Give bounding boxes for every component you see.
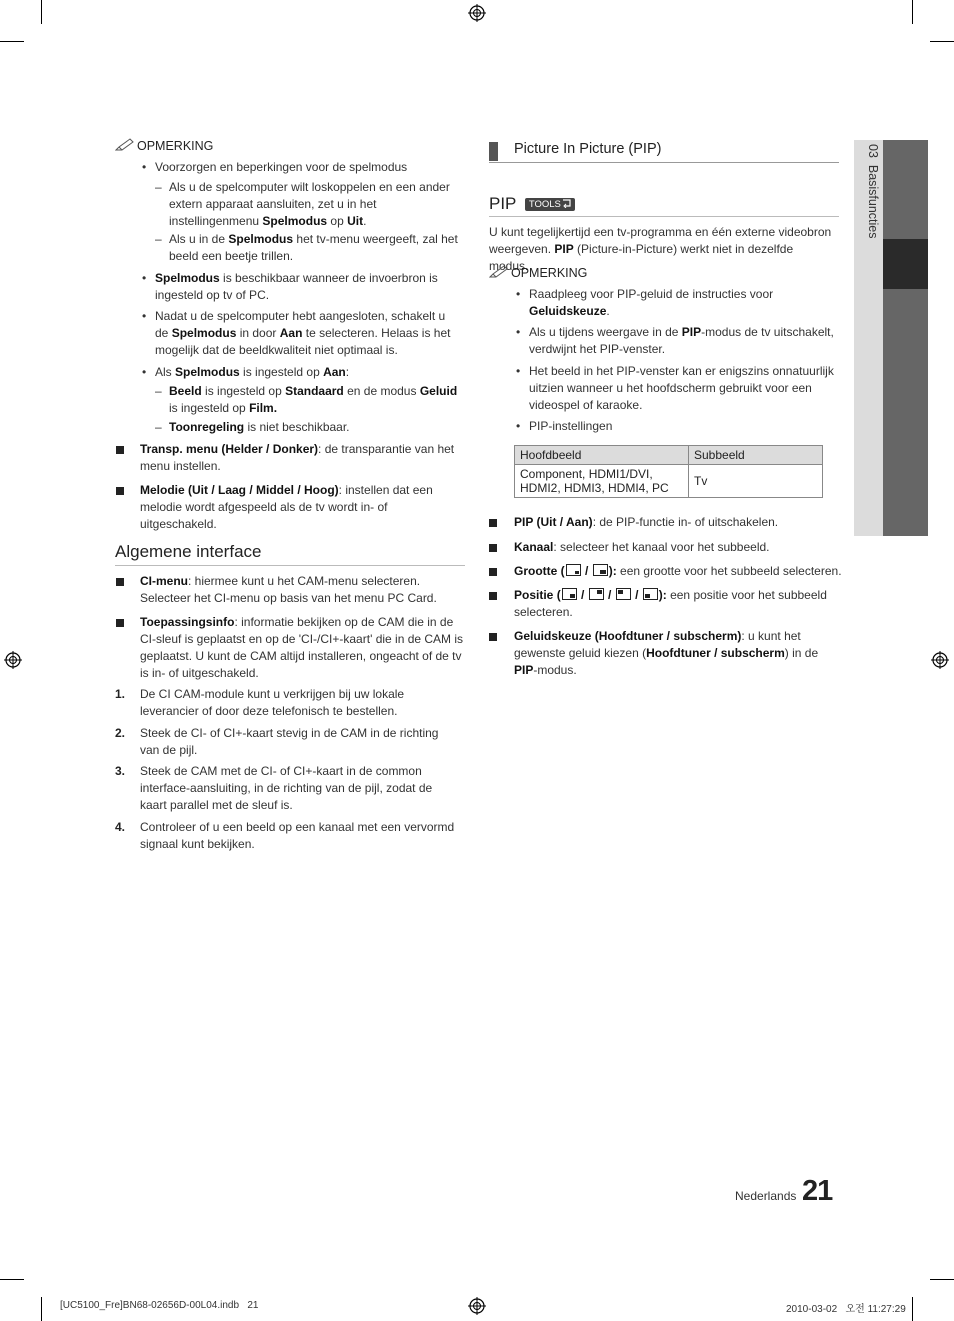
square-bullet: [489, 592, 497, 600]
menu-item-description: Transp. menu (Helder / Donker): de transparantie van het menu instellen.: [140, 442, 455, 473]
menu-item-description: CI-menu: hiermee kunt u het CAM-menu selecteren. Selecteer het CI-menu op basis van het menu PC Card.: [140, 574, 437, 605]
bullet: •: [516, 419, 521, 433]
dash-item: Toonregeling is niet beschikbaar.: [169, 420, 350, 434]
bullet: •: [142, 365, 147, 379]
size-small-icon: [566, 564, 581, 576]
bullet: •: [142, 271, 147, 285]
step-number: 1.: [115, 687, 126, 701]
note-pencil-icon: [489, 265, 511, 279]
position-top-right-icon: [589, 588, 604, 600]
sidebar-chapter-label: [860, 144, 880, 274]
step-number: 4.: [115, 820, 126, 834]
note-header: [115, 137, 213, 155]
dash: –: [155, 180, 162, 194]
note-bullet-text: Raadpleeg voor PIP-geluid de instructies voor Geluidskeuze.: [529, 287, 774, 318]
crop-mark: [41, 0, 42, 24]
bullet: •: [516, 364, 521, 378]
crop-mark: [930, 1279, 954, 1280]
step-text: Steek de CI- of CI+-kaart stevig in de CAM in de richting van de pijl.: [140, 726, 439, 757]
section-title-pip: Picture In Picture (PIP): [514, 141, 662, 157]
note-bullet-text: PIP-instellingen: [529, 419, 613, 433]
table-cell: Component, HDMI1/DVI, HDMI2, HDMI3, HDMI4, PC: [515, 465, 689, 498]
crop-mark: [912, 0, 913, 24]
sidebar-dark-block: [883, 140, 928, 239]
crop-mark: [912, 1297, 913, 1321]
section-divider: [115, 565, 465, 566]
menu-item-description: Grootte ( / ): een grootte voor het subbeeld selecteren.: [514, 564, 842, 578]
table-cell: Tv: [689, 465, 823, 498]
square-bullet: [116, 619, 124, 627]
pip-intro: U kunt tegelijkertijd een tv-programma en één externe videobron weergeven. PIP (Picture-in-Picture) werkt niet in dezelfde modus.: [489, 225, 832, 273]
menu-item-description: Melodie (Uit / Laag / Middel / Hoog): instellen dat een melodie wordt afgespeeld als de tv wordt in- of uitgeschakeld.: [140, 483, 433, 531]
menu-item-description: Positie ( / / / ): een positie voor het subbeeld selecteren.: [514, 588, 827, 619]
note-bullet-text: Als u tijdens weergave in de PIP-modus de tv uitschakelt, verdwijnt het PIP-venster.: [529, 325, 834, 356]
registration-mark-icon: [468, 4, 486, 22]
sidebar-chapter-number: 03: [866, 144, 880, 158]
crop-mark: [0, 1279, 24, 1280]
position-bottom-right-icon: [562, 588, 577, 600]
menu-item-description: Kanaal: selecteer het kanaal voor het subbeeld.: [514, 540, 770, 554]
table-header-cell: Subbeeld: [689, 446, 823, 465]
sidebar-chapter-title: Basisfuncties: [866, 164, 880, 239]
registration-mark-icon: [931, 651, 949, 669]
pip-title: PIP: [489, 194, 517, 213]
dash-item: Als u in de Spelmodus het tv-menu weergeeft, zal het beeld een beetje trillen.: [169, 232, 458, 263]
note-bullet-text: Nadat u de spelcomputer hebt aangesloten, schakelt u de Spelmodus in door Aan te selecteren. Helaas is het mogelijk dat de beeldkwaliteit niet optimaal is.: [155, 309, 451, 357]
table-header-cell: Hoofdbeeld: [515, 446, 689, 465]
dash: –: [155, 384, 162, 398]
step-text: Steek de CAM met de CI- of CI+-kaart in de common interface-aansluiting, in de richting van de pijl, zodat de kaart parallel met de sleuf is.: [140, 764, 433, 812]
menu-item-description: PIP (Uit / Aan): de PIP-functie in- of uitschakelen.: [514, 515, 779, 529]
note-bullet-text: Spelmodus is beschikbaar wanneer de invoerbron is ingesteld op tv of PC.: [155, 271, 438, 302]
dash: –: [155, 420, 162, 434]
note-header: [489, 264, 587, 282]
size-large-icon: [593, 564, 608, 576]
crop-mark: [41, 1297, 42, 1321]
note-bullet-text: Als Spelmodus is ingesteld op Aan:: [155, 365, 350, 379]
footer-date-info: 2010-03-02 오전 11:27:29: [786, 1304, 906, 1315]
menu-item-description: Geluidskeuze (Hoofdtuner / subscherm): u kunt het gewenste geluid kiezen (Hoofdtuner / subscherm) in de PIP-modus.: [514, 629, 819, 677]
square-bullet: [489, 519, 497, 527]
crop-mark: [930, 41, 954, 42]
step-number: 3.: [115, 764, 126, 778]
position-bottom-left-icon: [643, 588, 658, 600]
bullet: •: [516, 325, 521, 339]
note-title: OPMERKING: [511, 266, 588, 280]
pip-heading: [489, 194, 575, 214]
square-bullet: [489, 568, 497, 576]
note-bullet-text: Voorzorgen en beperkingen voor de spelmodus: [155, 160, 408, 174]
registration-mark-icon: [468, 1297, 486, 1315]
menu-item-description: Toepassingsinfo: informatie bekijken op de CAM die in de CI-sleuf is geplaatst en op de 'CI-/CI+-kaart' die in de CAM is geplaatst. U kunt de CAM altijd installeren, ongeacht of de tv is in- of uitgeschakeld.: [140, 615, 464, 680]
table-header-row: [515, 446, 823, 465]
note-bullet-text: Het beeld in het PIP-venster kan er enigszins onnatuurlijk uitzien wanneer u het hoofdscherm gebruikt voor een videospel of karaoke.: [529, 364, 834, 412]
tools-badge: TOOLS: [525, 198, 575, 211]
dash-item: Als u de spelcomputer wilt loskoppelen en een ander extern apparaat aansluiten, zet u in het instellingenmenu Spelmodus op Uit.: [169, 180, 450, 228]
bullet: •: [516, 287, 521, 301]
pip-settings-table: [514, 445, 823, 498]
tools-return-icon: [562, 199, 572, 208]
dash-item: Beeld is ingesteld op Standaard en de modus Geluid is ingesteld op Film.: [169, 384, 458, 415]
registration-mark-icon: [4, 651, 22, 669]
bullet: •: [142, 309, 147, 323]
square-bullet: [116, 446, 124, 454]
crop-mark: [0, 41, 24, 42]
step-text: Controleer of u een beeld op een kanaal met een vervormd signaal kunt bekijken.: [140, 820, 455, 851]
bullet: •: [142, 160, 147, 174]
page-number: 21: [802, 1175, 833, 1207]
note-title: OPMERKING: [137, 139, 214, 153]
dash: –: [155, 232, 162, 246]
footer-language: Nederlands: [735, 1189, 797, 1203]
section-divider: [489, 162, 839, 163]
note-pencil-icon: [115, 138, 137, 152]
section-title-algemene-interface: Algemene interface: [115, 542, 262, 561]
square-bullet: [116, 578, 124, 586]
section-marker: [489, 142, 498, 161]
square-bullet: [116, 487, 124, 495]
sidebar-active-block: [883, 239, 928, 289]
step-number: 2.: [115, 726, 126, 740]
section-divider: [489, 216, 839, 217]
table-row: [515, 465, 823, 498]
position-top-left-icon: [616, 588, 631, 600]
step-text: De CI CAM-module kunt u verkrijgen bij uw lokale leverancier of door deze telefonisch te bestellen.: [140, 687, 405, 718]
sidebar-dark-block: [883, 289, 928, 536]
square-bullet: [489, 544, 497, 552]
square-bullet: [489, 633, 497, 641]
footer-file-info: [UC5100_Fre]BN68-02656D-00L04.indb 21: [60, 1300, 259, 1311]
